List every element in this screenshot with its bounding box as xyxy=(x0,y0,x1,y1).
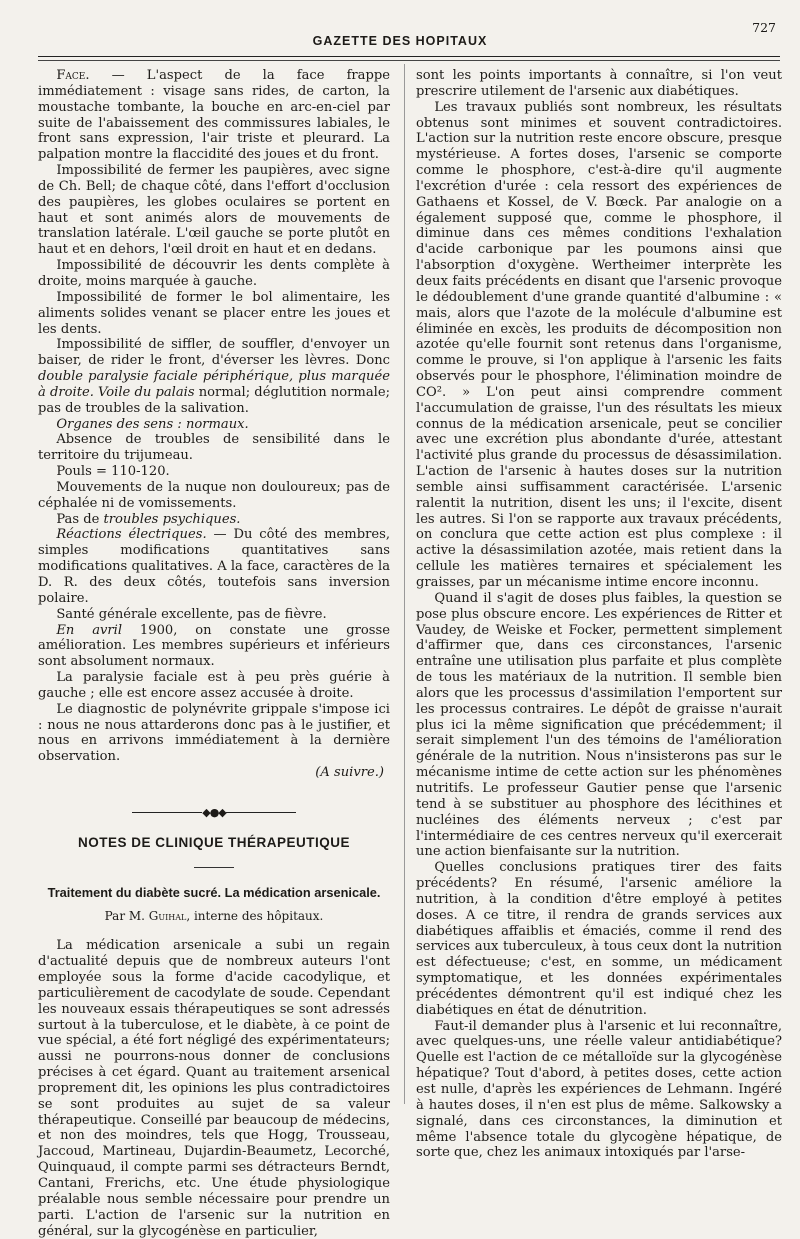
byline-text: Par M. xyxy=(104,908,149,923)
paragraph-text: Impossibilité de siffler, de souffler, d'envoyer un baiser, de rider le front, d'éverser les lèvres. Donc xyxy=(38,337,390,369)
header-rule-thin xyxy=(38,60,780,61)
paragraph: La paralysie faciale est à peu près guérie à gauche ; elle est encore assez accusée à droite. xyxy=(38,670,390,701)
emphasis-text: double paralysie faciale périphérique, plus marquée à droite. Voile du palais xyxy=(38,369,390,400)
page-header xyxy=(0,18,800,58)
paragraph-text: — Du côté des membres, simples modifications quantitatives sans modifications qualitatives. A la face, caractères de la D. R. des deux côtés, toutefois sans inversion polaire. xyxy=(38,527,390,606)
paragraph: Santé générale excellente, pas de fièvre. xyxy=(56,606,327,622)
paragraph: Quand il s'agit de doses plus faibles, la question se pose plus obscure encore. Les expériences de Ritter et Vaudey, de Weiske et Focker, permettent simplement d'affirmer que, dans ces circonstances, l'arsenic entraîne une utilisation plus parfaite et plus complète de tous les matériaux de la nutrition. Il semble bien alors que les processus d'assimilation l'emportent sur les processus contraires. Le dépôt de graisse n'aurait plus ici la même signification que précédemment; il serait simplement l'un des témoins de l'amélioration générale de la nutrition. Nous n'insisterons pas sur le mécanisme intime de cette action sur les phénomènes nutritifs. Le professeur Gautier pense que l'arsenic tend à se substituer au phosphore des lécithines et nucléines des éléments nerveux ; c'est par l'intermédiaire de ces centres nerveux qu'il exercerait une action bienfaisante sur la nutrition. xyxy=(416,590,782,860)
page-number: 727 xyxy=(752,20,776,35)
byline-text: , interne des hôpitaux. xyxy=(186,908,324,923)
byline xyxy=(38,909,390,925)
emphasis-text: Organes des sens : normaux. xyxy=(56,416,249,432)
to-be-continued xyxy=(38,765,390,781)
paragraph: Impossibilité de fermer les paupières, avec signe de Ch. Bell; de chaque côté, dans l'effort d'occlusion des paupières, les globes oculaires se portent en haut et sont animés alors de mouvements de translation latérale. L'œil gauche se porte plutôt en haut et en dehors, l'œil droit en haut et en dedans. xyxy=(38,163,390,258)
face-label: Face. xyxy=(56,68,90,83)
emphasis-text: troubles psychiques. xyxy=(103,511,241,527)
article-title: Traitement du diabète sucré. La médication arsenicale. xyxy=(47,884,381,900)
paragraph: Mouvements de la nuque non douloureux; pas de céphalée ni de vomissements. xyxy=(38,479,390,511)
paragraph-text: — L'aspect de la face frappe immédiatement : visage sans rides, de carton, la moustache tombante, la bouche en arc-en-ciel par suite de l'abaissement des commissures labiales, le front sans expression, l'air triste et pleurard. La palpation montre la flaccidité des joues et du front. xyxy=(38,68,390,163)
right-column xyxy=(416,68,782,1161)
paragraph: Quelles conclusions pratiques tirer des faits précédents? En résumé, l'arsenic améliore la nutrition, à la condition d'être employé à petites doses. A ce titre, il rendra de grands services aux diabétiques affaiblis et émaciés, comme il rend des services aux tuberculeux, à tous ceux dont la nutrition est défectueuse; c'est, en somme, un médicament symptomatique, et les données expérimentales précédentes démontrent qu'il est indiqué chez les diabétiques en état de dénutrition. xyxy=(416,860,782,1018)
paragraph xyxy=(38,623,390,671)
section-title: NOTES DE CLINIQUE THÉRAPEUTIQUE xyxy=(77,834,351,850)
paragraph: Pouls = 110-120. xyxy=(56,464,170,480)
paragraph xyxy=(38,512,390,528)
paragraph: La médication arsenicale a subi un regain d'actualité depuis que de nombreux auteurs l'ont employée sous la forme d'acide cacodylique, et particulièrement de cacodylate de soude. Cependant les nouveaux essais thérapeutiques se sont adressés surtout à la tuberculose, et le diabète, à ce point de vue spécial, a été fort négligé des expérimentateurs; aussi ne pourrons-nous donner de conclusions précises à cet égard. Quant au traitement arsenical proprement dit, les opinions les plus contradictoires se sont produites au sujet de sa valeur thérapeutique. Conseillé par beaucoup de médecins, et non des moindres, tels que Hogg, Trousseau, Jaccoud, Martineau, Dujardin-Beaumetz, Lecorché, Quinquaud, il compte parmi ses détracteurs Berndt, Cantani, Frerichs, etc. Une étude physiologique préalable nous semble nécessaire pour prendre un parti. L'action de l'arsenic sur la nutrition en général, sur la glycogénèse en particulier, xyxy=(38,938,390,1239)
rule-line xyxy=(194,867,234,868)
paragraph: Les travaux publiés sont nombreux, les résultats obtenus sont minimes et souvent contradictoires. L'action sur la nutrition reste encore obscure, presque mystérieuse. A fortes doses, l'arsenic se comporte comme le phosphore, c'est-à-dire qu'il augmente l'excrétion d'urée : cela ressort des expériences de Gathaens et Kossel, de V. Bœck. Par analogie on a également supposé que, comme le phosphore, il diminue dans ces mêmes conditions l'exhalation d'acide carbonique par les poumons ainsi que l'absorption d'oxygène. Wertheimer interprète les deux faits précédents en disant que l'arsenic provoque le dédoublement d'une grande quantité d'albumine : « mais, alors que l'azote de la molécule d'albumine est éliminée en excès, les produits de décomposition non azotée qu'elle fournit sont retenus dans l'organisme, comme le prouve, si l'on applique à l'arsenic les faits observés pour le phosphore, l'élimination moindre de CO². » L'on peut ainsi comprendre comment l'accumulation de graisse, l'un des résultats les mieux connus de la médication arsenicale, peut se concilier avec une excrétion plus abondante d'urée, attestant l'activité plus grande du processus de désassimilation. L'action de l'arsenic à hautes doses sur la nutrition semble ainsi suffisamment caractérisée. L'arsenic ralentit la nutrition, disent les uns; il l'excite, disent les autres. Si l'on se rapporte aux travaux précédents, on conclura que cette action est plus complexe : il active la désassimilation azotée, mais retient dans la cellule les matières ternaires et spécialement les graisses, par un mécanisme intime encore inconnu. xyxy=(416,99,782,590)
running-title: GAZETTE DES HOPITAUX xyxy=(312,34,488,48)
paragraph: Faut-il demander plus à l'arsenic et lui reconnaître, avec quelques-uns, une réelle valeur antidiabétique? Quelle est l'action de ce métalloïde sur la glycogénèse hépatique? Tout d'abord, à petites doses, cette action est nulle, d'après les expériences de Lehmann. Ingéré à hautes doses, il n'en est plus de même. Salkowsky a signalé, dans ces circonstances, la diminution et même l'absence totale du glycogène hépatique, de sorte que, chez les animaux intoxiqués par l'arse- xyxy=(416,1018,782,1161)
paragraph-text: Pas de xyxy=(56,511,104,527)
paragraph-text: normal; déglutition normale; pas de troubles de la salivation. xyxy=(38,384,390,416)
column-divider xyxy=(404,64,405,1104)
paragraph: Impossibilité de former le bol alimentaire, les aliments solides venant se placer entre les joues et les dents. xyxy=(38,289,390,337)
paragraph: sont les points importants à connaître, si l'on veut prescrire utilement de l'arsenic aux diabétiques. xyxy=(416,68,782,99)
paragraph: Impossibilité de découvrir les dents complète à droite, moins marquée à gauche. xyxy=(38,258,390,289)
paragraph: Le diagnostic de polynévrite grippale s'impose ici : nous ne nous attarderons donc pas à le justifier, et nous en arrivons immédiatement à la dernière observation. xyxy=(38,701,390,765)
separator-line xyxy=(132,812,202,813)
paragraph xyxy=(38,337,390,416)
emphasis-text: (A suivre.) xyxy=(315,765,384,781)
left-column xyxy=(38,68,390,1239)
paragraph xyxy=(38,527,390,606)
paragraph xyxy=(38,417,390,433)
emphasis-text: Réactions électriques. xyxy=(56,527,207,543)
paragraph: Absence de troubles de sensibilité dans le territoire du trijumeau. xyxy=(38,432,390,464)
emphasis-text: En avril xyxy=(56,622,123,638)
separator-line xyxy=(226,812,296,813)
author-name: Guihal xyxy=(148,908,187,923)
paragraph xyxy=(38,68,390,163)
section-rule xyxy=(38,857,390,873)
section-separator: ◆●◆ xyxy=(38,805,390,821)
paragraph-text: 1900, on constate une grosse amélioration. Les membres supérieurs et inférieurs sont absolument normaux. xyxy=(38,622,391,670)
header-rule xyxy=(38,56,780,57)
